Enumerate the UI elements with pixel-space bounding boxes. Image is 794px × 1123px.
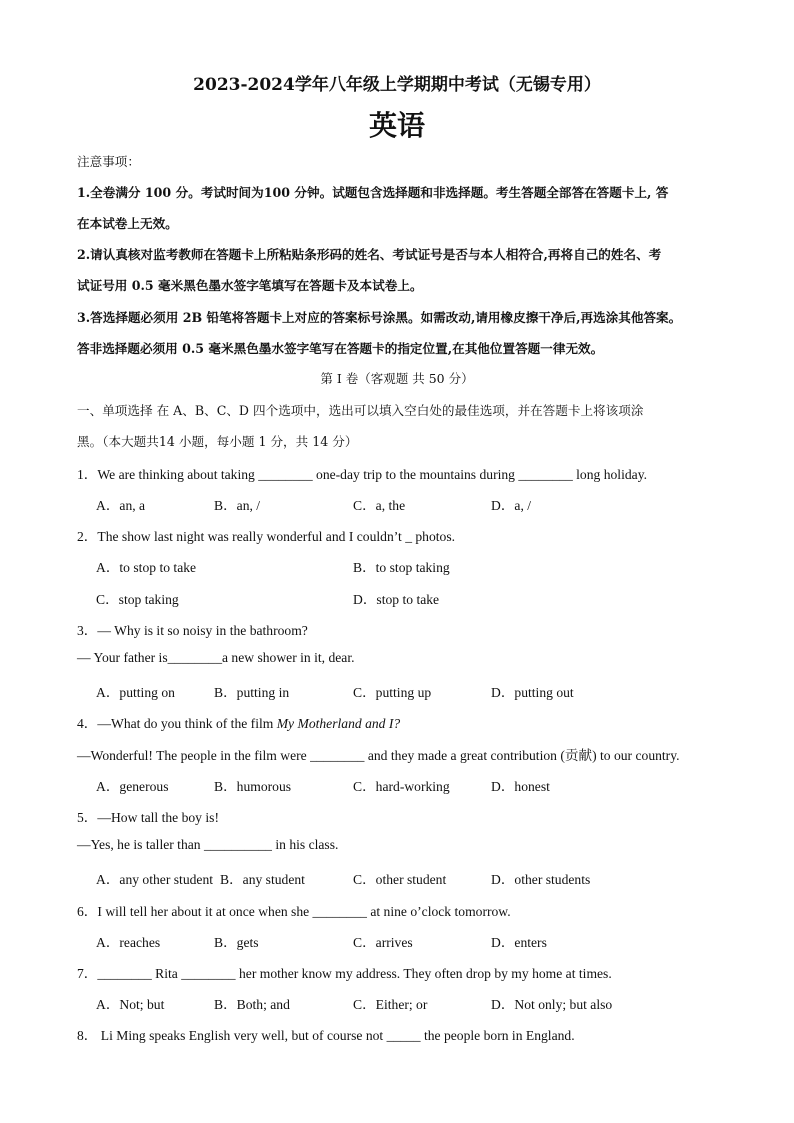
q5-option-a: A．any other student: [96, 872, 214, 887]
subject-title: 英语: [368, 109, 425, 142]
q7-option-b: B．Both; and: [214, 997, 290, 1012]
q7-option-a: A．Not; but: [96, 997, 165, 1012]
q3-option-c: C．putting up: [353, 685, 432, 700]
note-2-line-1: 2.请认真核对监考教师在答题卡上所粘贴条形码的姓名、考试证号是否与本人相符合,再将自己的姓名、考: [77, 247, 662, 262]
question-6: 6．I will tell her about it at once when she ________ at nine o’clock tomorrow.: [77, 904, 511, 919]
question-7: 7．________ Rita ________ her mother know my address. They often drop by my home at times.: [77, 966, 612, 981]
question-3-line-1: 3．— Why is it so noisy in the bathroom?: [77, 623, 308, 638]
q6-option-c: C．arrives: [353, 935, 413, 950]
note-2-line-2: 试证号用 0.5 毫米黑色墨水签字笔填写在答题卡及本试卷上。: [77, 278, 423, 293]
q4-option-d: D．honest: [491, 779, 550, 794]
notes-heading: 注意事项：: [77, 154, 140, 169]
q6-option-a: A．reaches: [96, 935, 161, 950]
q1-option-d: D．a, /: [491, 498, 532, 513]
note-1-line-1: 1.全卷满分 100 分。考试时间为100 分钟。试题包含选择题和非选择题。考生答题全部答在答题卡上, 答: [77, 185, 669, 200]
question-5-line-2: —Yes, he is taller than __________ in his class.: [77, 837, 339, 852]
q3-option-d: D．putting out: [491, 685, 574, 700]
question-1: 1．We are thinking about taking ________ one-day trip to the mountains during ________ long holiday.: [77, 467, 648, 482]
q2-option-d: D．stop to take: [353, 592, 440, 607]
q3-option-a: A．putting on: [96, 685, 175, 700]
question-3-line-2: — Your father is________a new shower in it, dear.: [77, 650, 355, 665]
section-intro-line-1: 一、单项选择 在 A、B、C、D 四个选项中，选出可以填入空白处的最佳选项，并在答题卡上将该项涂: [77, 403, 644, 418]
question-4-prompt: 4．—What do you think of the film: [77, 716, 277, 731]
question-4-line-1: [77, 712, 400, 732]
q6-option-b: B．gets: [214, 935, 259, 950]
q7-option-d: D．Not only; but also: [491, 997, 613, 1012]
question-5-line-1: 5．—How tall the boy is!: [77, 810, 219, 825]
q4-option-a: A．generous: [96, 779, 169, 794]
q1-option-c: C．a, the: [353, 498, 406, 513]
q1-option-b: B．an, /: [214, 498, 261, 513]
note-1-line-2: 在本试卷上无效。: [77, 216, 178, 231]
q5-option-d: D．other students: [491, 872, 591, 887]
section-title: 第 I 卷（客观题 共 50 分）: [320, 371, 474, 386]
q2-option-c: C．stop taking: [96, 592, 179, 607]
note-3-line-1: 3.答选择题必须用 2B 铅笔将答题卡上对应的答案标号涂黑。如需改动,请用橡皮擦干净后,再选涂其他答案。: [77, 310, 682, 325]
section-intro-line-2: 黑。（本大题共14 小题，每小题 1 分，共 14 分）: [77, 434, 358, 449]
q3-option-b: B．putting in: [214, 685, 290, 700]
q6-option-d: D．enters: [491, 935, 547, 950]
q4-option-c: C．hard-working: [353, 779, 450, 794]
q7-option-c: C．Either; or: [353, 997, 428, 1012]
q4-option-b: B．humorous: [214, 779, 292, 794]
question-8: 8． Li Ming speaks English very well, but of course not _____ the people born in England.: [77, 1028, 575, 1043]
film-title: My Motherland and I?: [276, 716, 401, 731]
q2-option-b: B．to stop taking: [353, 560, 450, 575]
exam-title: 2023-2024学年八年级上学期期中考试（无锡专用）: [193, 75, 601, 95]
q5-option-b: B．any student: [220, 872, 305, 887]
q2-option-a: A．to stop to take: [96, 560, 197, 575]
question-4-line-2: —Wonderful! The people in the film were ________ and they made a great contribution (贡献) to our country.: [77, 748, 680, 763]
q5-option-c: C．other student: [353, 872, 447, 887]
q1-option-a: A．an, a: [96, 498, 146, 513]
note-3-line-2: 答非选择题必须用 0.5 毫米黑色墨水签字笔写在答题卡的指定位置,在其他位置答题一律无效。: [77, 341, 604, 356]
question-2: 2．The show last night was really wonderful and I couldn’t _ photos.: [77, 529, 456, 544]
